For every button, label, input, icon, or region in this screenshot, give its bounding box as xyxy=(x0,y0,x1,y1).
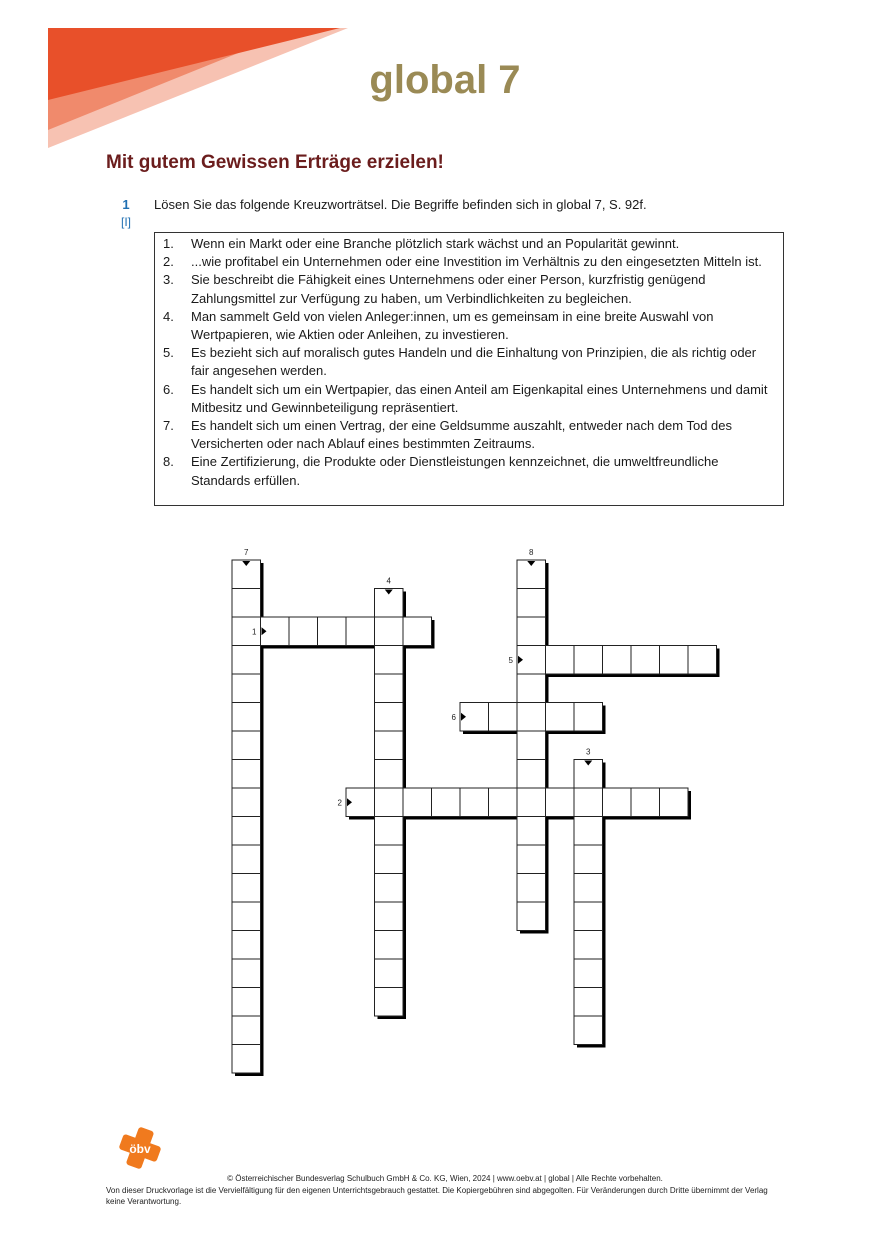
crossword-cell[interactable] xyxy=(403,788,432,817)
crossword-cell[interactable] xyxy=(660,646,689,675)
crossword-cell[interactable] xyxy=(574,902,603,931)
crossword-cell[interactable] xyxy=(232,845,261,874)
crossword-cell[interactable] xyxy=(574,788,603,817)
crossword-cell[interactable] xyxy=(346,617,375,646)
crossword-cell[interactable] xyxy=(232,931,261,960)
clue-text: Man sammelt Geld von vielen Anleger:innen, um es gemeinsam in eine breite Auswahl von Wertpapieren, wie Aktien oder Anleihen, zu investieren. xyxy=(191,308,714,343)
crossword-cell[interactable] xyxy=(603,788,632,817)
crossword-cell[interactable] xyxy=(232,874,261,903)
crossword-cell[interactable] xyxy=(517,760,546,789)
crossword-cell[interactable] xyxy=(517,845,546,874)
crossword-cell[interactable] xyxy=(574,988,603,1017)
crossword-cell[interactable] xyxy=(574,646,603,675)
crossword-cell[interactable] xyxy=(375,988,404,1017)
crossword-cell[interactable] xyxy=(232,959,261,988)
clue-text: ...wie profitabel ein Unternehmen oder eine Investition im Verhältnis zu den eingesetzten Mitteln ist. xyxy=(191,254,762,270)
crossword-cell[interactable] xyxy=(232,731,261,760)
crossword-cell[interactable] xyxy=(517,589,546,618)
crossword-cell[interactable] xyxy=(489,788,518,817)
crossword-cell[interactable] xyxy=(489,703,518,732)
logo-text: öbv xyxy=(129,1142,151,1156)
crossword-cell[interactable] xyxy=(375,817,404,846)
clue-number: 6. xyxy=(163,381,174,397)
crossword-cell[interactable] xyxy=(232,817,261,846)
page-title: global 7 xyxy=(369,58,521,102)
crossword-cell[interactable] xyxy=(574,959,603,988)
task-number: 1 xyxy=(122,197,130,212)
crossword-cell[interactable] xyxy=(517,902,546,931)
worksheet-heading: Mit gutem Gewissen Erträge erzielen! xyxy=(106,152,444,173)
clue-label-2: 2 xyxy=(337,798,342,808)
crossword-cell[interactable] xyxy=(375,760,404,789)
clue-label-7: 7 xyxy=(244,548,249,557)
clue-number: 7. xyxy=(163,418,174,434)
crossword-cell[interactable] xyxy=(375,646,404,675)
clue-number: 5. xyxy=(163,345,174,361)
crossword-cell[interactable] xyxy=(375,959,404,988)
footer-disclaimer: Von dieser Druckvorlage ist die Vervielfältigung für den eigenen Unterrichtsgebrauch gestattet. Die Kopiergebühren sind abgegolten. Für Veränderungen durch Dritte übernimmt der Verlag keine Verantwortung. xyxy=(106,1186,768,1206)
crossword-cell[interactable] xyxy=(232,788,261,817)
crossword-cell[interactable] xyxy=(232,589,261,618)
clue-text: Es handelt sich um ein Wertpapier, das einen Anteil am Eigenkapital eines Unternehmens und damit Mitbesitz und Gewinnbeteiligung repräsentiert. xyxy=(191,381,768,415)
clue-label-6: 6 xyxy=(451,712,456,722)
crossword-cell[interactable] xyxy=(375,703,404,732)
crossword-cell[interactable] xyxy=(546,646,575,675)
crossword-cell[interactable] xyxy=(574,703,603,732)
crossword-cell[interactable] xyxy=(375,731,404,760)
clue-number: 2. xyxy=(163,254,174,270)
clue-label-8: 8 xyxy=(529,548,534,557)
clue-label-5: 5 xyxy=(508,655,513,665)
crossword-cell[interactable] xyxy=(574,845,603,874)
crossword-cell[interactable] xyxy=(574,931,603,960)
crossword-cell[interactable] xyxy=(517,703,546,732)
crossword-cell[interactable] xyxy=(460,788,489,817)
crossword-cell[interactable] xyxy=(603,646,632,675)
crossword-cell[interactable] xyxy=(232,902,261,931)
clue-text: Eine Zertifizierung, die Produkte oder Dienstleistungen kennzeichnet, die umweltfreundliche Standards erfüllen. xyxy=(191,454,719,488)
crossword-cell[interactable] xyxy=(375,674,404,703)
clue-number: 3. xyxy=(163,272,174,288)
crossword-cell[interactable] xyxy=(375,902,404,931)
task-instruction: Lösen Sie das folgende Kreuzworträtsel. Die Begriffe befinden sich in global 7, S. 92f. xyxy=(154,197,647,212)
clue-number: 8. xyxy=(163,454,174,470)
crossword-cell[interactable] xyxy=(517,874,546,903)
crossword-cell[interactable] xyxy=(232,1045,261,1074)
crossword-cells xyxy=(232,560,717,1073)
clue-text: Es bezieht sich auf moralisch gutes Handeln und die Einhaltung von Prinzipien, die als richtig oder fair angesehen werden. xyxy=(191,345,757,379)
crossword-cell[interactable] xyxy=(232,674,261,703)
crossword-cell[interactable] xyxy=(232,703,261,732)
crossword-cell[interactable] xyxy=(660,788,689,817)
oebv-logo xyxy=(118,1126,162,1170)
crossword-cell[interactable] xyxy=(432,788,461,817)
crossword-cell[interactable] xyxy=(546,703,575,732)
clue-number: 1. xyxy=(163,236,174,251)
clue-label-1: 1 xyxy=(252,627,257,637)
crossword-cell[interactable] xyxy=(375,845,404,874)
crossword-cell[interactable] xyxy=(232,760,261,789)
crossword-cell[interactable] xyxy=(403,617,432,646)
crossword-cell[interactable] xyxy=(318,617,347,646)
crossword-cell[interactable] xyxy=(375,874,404,903)
crossword-cell[interactable] xyxy=(232,1016,261,1045)
clue-label-3: 3 xyxy=(586,747,591,757)
crossword-cell[interactable] xyxy=(517,674,546,703)
crossword-cell[interactable] xyxy=(574,817,603,846)
clue-text: Sie beschreibt die Fähigkeit eines Unternehmens oder einer Person, kurzfristig genügend Zahlungsmittel zur Verfügung zu haben, um Verbindlichkeiten zu begleichen. xyxy=(191,272,706,306)
crossword-cell[interactable] xyxy=(546,788,575,817)
crossword-cell[interactable] xyxy=(517,731,546,760)
clue-text: Wenn ein Markt oder eine Branche plötzlich stark wächst und an Popularität gewinnt. xyxy=(191,236,680,251)
crossword-cell[interactable] xyxy=(375,931,404,960)
crossword-cell[interactable] xyxy=(232,988,261,1017)
clue-text: Es handelt sich um einen Vertrag, der eine Geldsumme auszahlt, entweder nach dem Tod des Versicherten oder nach Ablauf eines bestimmten Zeitraums. xyxy=(191,418,733,452)
crossword-cell[interactable] xyxy=(289,617,318,646)
crossword-cell[interactable] xyxy=(375,617,404,646)
clue-number: 4. xyxy=(163,308,174,324)
crossword-cell[interactable] xyxy=(375,788,404,817)
crossword-cell[interactable] xyxy=(232,646,261,675)
crossword-cell[interactable] xyxy=(574,1016,603,1045)
footer-copyright: © Österreichischer Bundesverlag Schulbuch GmbH & Co. KG, Wien, 2024 | www.oebv.at | global | Alle Rechte vorbehalten. xyxy=(227,1174,663,1183)
crossword-cell[interactable] xyxy=(517,788,546,817)
crossword-cell[interactable] xyxy=(631,646,660,675)
crossword-cell[interactable] xyxy=(517,817,546,846)
crossword-cell[interactable] xyxy=(631,788,660,817)
crossword-cell[interactable] xyxy=(574,874,603,903)
task-level: [I] xyxy=(120,215,131,229)
clue-label-4: 4 xyxy=(386,576,391,586)
crossword-cell[interactable] xyxy=(517,617,546,646)
crossword-cell[interactable] xyxy=(688,646,717,675)
